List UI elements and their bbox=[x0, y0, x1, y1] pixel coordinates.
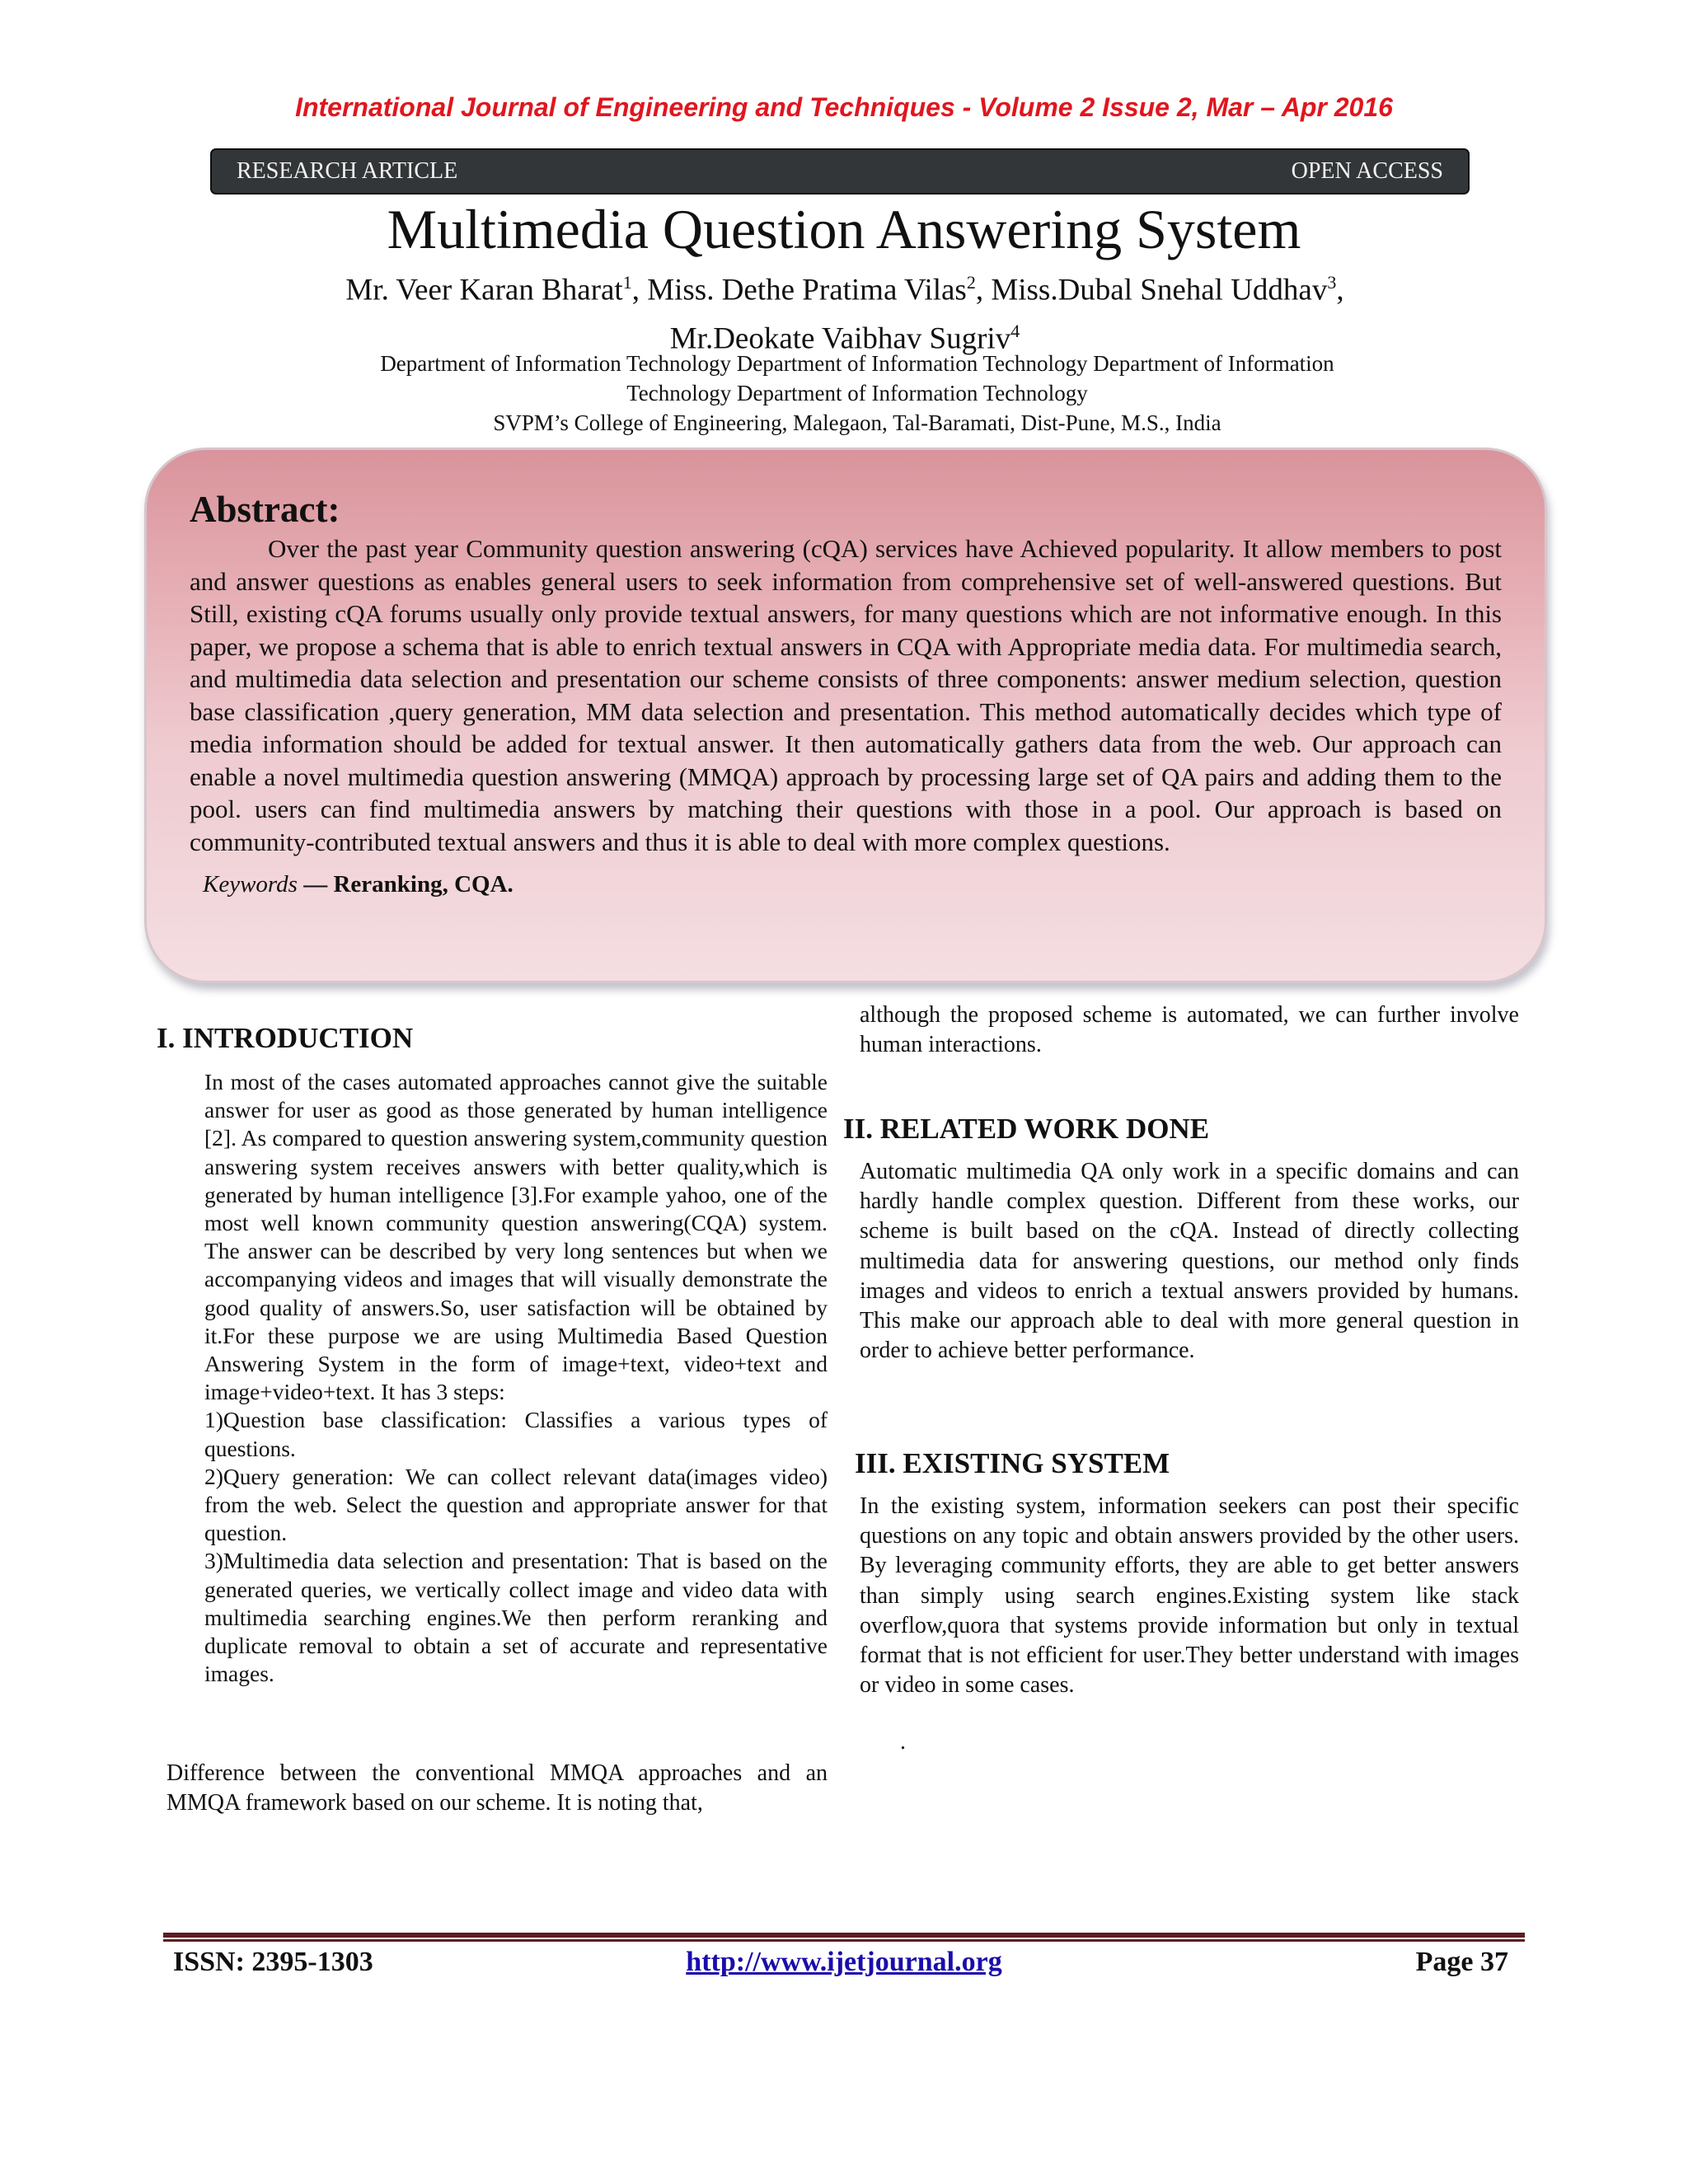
introduction-step-1: 1)Question base classification: Classifies a various types of questions. bbox=[204, 1407, 828, 1461]
author-name: Mr. Veer Karan Bharat bbox=[345, 273, 623, 307]
author-affiliation-mark: 1 bbox=[622, 272, 632, 293]
introduction-continuation: Difference between the conventional MMQA approaches and an MMQA framework based on our scheme. It is noting that, bbox=[166, 1760, 828, 1816]
affiliation-college: SVPM’s College of Engineering, Malegaon, Tal-Baramati, Dist-Pune, M.S., India bbox=[493, 410, 1221, 435]
footer-page-number: Page 37 bbox=[1415, 1947, 1508, 1977]
author-separator: , bbox=[1336, 273, 1344, 307]
affiliation-departments: Department of Information Technology Department of Information Technology Department of Information bbox=[380, 351, 1334, 376]
introduction-paragraph: In most of the cases automated approaches cannot give the suitable answer for user as good as those generated by human intelligence [2]. As compared to question answering system,community question answering system receives answers with better quality,which is generated by human intelligence [3].For example yahoo, one of the most well known community question answering(CQA) system. The answer can be described by very long sentences but when we accompanying videos and images that will visually demonstrate the good quality of answers.So, user satisfaction will be obtained by it.For these purpose we are using Multimedia Based Question Answering System in the form of image+text, video+text and image+video+text. It has 3 steps: bbox=[204, 1069, 828, 1405]
keywords-line bbox=[203, 871, 1502, 898]
author-list bbox=[198, 262, 1492, 360]
footer-issn: ISSN: 2395-1303 bbox=[173, 1947, 373, 1977]
section-heading-related-work: II. RELATED WORK DONE bbox=[843, 1113, 1210, 1145]
article-type-label: RESEARCH ARTICLE bbox=[237, 158, 458, 184]
footer-divider bbox=[163, 1933, 1525, 1938]
affiliation-departments: Technology Department of Information Technology bbox=[626, 381, 1088, 405]
right-column-lead: although the proposed scheme is automated, we can further involve human interactions. bbox=[860, 1002, 1519, 1057]
author-name: , Miss. Dethe Pratima Vilas bbox=[631, 273, 967, 307]
footer-journal-link[interactable]: http://www.ijetjournal.org bbox=[686, 1947, 1002, 1977]
author-affiliation-mark: 2 bbox=[966, 272, 976, 293]
abstract-heading: Abstract: bbox=[190, 489, 340, 530]
section-heading-introduction: I. INTRODUCTION bbox=[157, 1022, 414, 1054]
author-name: Mr.Deokate Vaibhav Sugriv bbox=[669, 321, 1011, 356]
affiliation-block bbox=[280, 349, 1434, 438]
keywords-values: Reranking, CQA. bbox=[333, 871, 513, 898]
introduction-step-2: 2)Query generation: We can collect relevant data(images video) from the web. Select the question and appropriate answer for that question. bbox=[204, 1463, 828, 1546]
introduction-body bbox=[204, 1068, 828, 1688]
existing-system-body: In the existing system, information seekers can post their specific questions on any topic and obtain answers provided by the other users. By leveraging community efforts, they are able to get better answers than simply using search engines.Existing system like stack overflow,quora that systems provide information but only in textual format that is not efficient for user.They better understand with images or video in some cases. bbox=[860, 1493, 1519, 1699]
related-work-body: Automatic multimedia QA only work in a specific domains and can hardly handle complex question. Different from these works, our scheme is built based on the cQA. Instead of directly collecting multimedia data for answering questions, our method only finds images and videos to enrich a textual answers provided by humans. This make our approach able to deal with more general question in order to achieve better performance. bbox=[860, 1159, 1519, 1364]
stray-period: . bbox=[900, 1729, 906, 1755]
abstract-box bbox=[144, 448, 1547, 983]
footer-divider bbox=[163, 1939, 1525, 1942]
abstract-body: Over the past year Community question answering (cQA) services have Achieved popularity. It allow members to post and answer questions as enables general users to seek information from comprehensive set of well-answered questions. But Still, existing cQA forums usually only provide textual answers, for many questions which are not informative enough. In this paper, we propose a schema that is able to enrich textual answers in CQA with Appropriate media data. For multimedia search, and multimedia data selection and presentation our scheme consists of three components: answer medium selection, question base classification ,query generation, MM data selection and presentation. This method automatically decides which type of media information should be added for textual answer. It then automatically gathers data from the web. Our approach can enable a novel multimedia question answering (MMQA) approach by processing large set of QA pairs and adding them to the pool. users can find multimedia answers by matching their questions with those in a pool. Our approach is based on community-contributed textual answers and thus it is able to deal with more complex questions. bbox=[190, 534, 1502, 856]
section-heading-existing-system: III. EXISTING SYSTEM bbox=[855, 1447, 1170, 1479]
keywords-separator: — bbox=[297, 871, 334, 898]
author-affiliation-mark: 4 bbox=[1010, 321, 1020, 342]
paper-title: Multimedia Question Answering System bbox=[387, 198, 1301, 260]
author-affiliation-mark: 3 bbox=[1327, 272, 1337, 293]
journal-header: International Journal of Engineering and Techniques - Volume 2 Issue 2, Mar – Apr 2016 bbox=[295, 92, 1393, 122]
keywords-label: Keywords bbox=[203, 871, 298, 898]
article-type-bar bbox=[210, 148, 1470, 194]
author-name: , Miss.Dubal Snehal Uddhav bbox=[975, 273, 1328, 307]
introduction-step-3: 3)Multimedia data selection and presentation: That is based on the generated queries, we vertically collect image and video data with multimedia searching engines.We then perform reranking and duplicate removal to obtain a set of accurate and representative images. bbox=[204, 1548, 828, 1687]
open-access-label: OPEN ACCESS bbox=[1291, 158, 1443, 184]
